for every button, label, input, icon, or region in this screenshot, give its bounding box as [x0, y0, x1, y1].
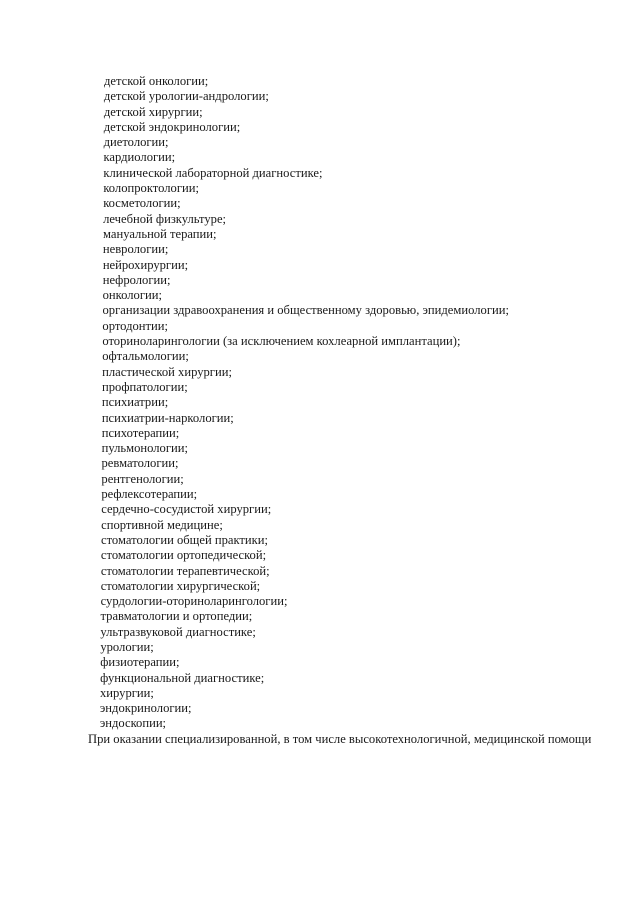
list-item: травматологии и ортопедии;	[100, 609, 253, 624]
list-item: детской урологии-андрологии;	[103, 89, 269, 104]
list-item: эндокринологии;	[99, 701, 192, 716]
list-item: стоматологии ортопедической;	[100, 548, 267, 563]
list-item: урологии;	[100, 639, 154, 654]
list-item: профпатологии;	[102, 379, 188, 394]
list-item: стоматологии общей практики;	[101, 532, 269, 547]
list-item: сурдологии-оториноларингологии;	[100, 594, 288, 609]
list-item: мануальной терапии;	[103, 226, 217, 241]
list-item: оториноларингологии (за исключением кохлеарной имплантации);	[102, 334, 461, 349]
list-item: сердечно-сосудистой хирургии;	[101, 502, 272, 517]
list-item: психотерапии;	[101, 425, 180, 440]
list-item: детской хирургии;	[103, 104, 203, 119]
list-item: косметологии;	[103, 196, 181, 211]
list-item: рентгенологии;	[101, 471, 184, 486]
list-item: организации здравоохранения и общественному здоровью, эпидемиологии;	[102, 303, 509, 318]
list-item: рефлексотерапии;	[101, 487, 198, 502]
list-item: детской онкологии;	[104, 74, 209, 88]
list-item: эндоскопии;	[99, 716, 167, 731]
specialty-list	[99, 74, 509, 732]
list-item: детской эндокринологии;	[103, 119, 241, 134]
list-item: ортодонтии;	[102, 318, 169, 333]
list-item: неврологии;	[102, 242, 169, 257]
list-item: кардиологии;	[103, 150, 176, 165]
list-item: хирургии;	[100, 685, 154, 700]
list-item: стоматологии терапевтической;	[100, 563, 270, 578]
list-item: лечебной физкультуре;	[103, 211, 227, 226]
list-item: ультразвуковой диагностике;	[100, 624, 256, 639]
list-item: офтальмологии;	[102, 349, 189, 364]
list-item: диетологии;	[103, 135, 169, 150]
list-item: нефрологии;	[102, 272, 171, 287]
list-item: физиотерапии;	[100, 655, 180, 670]
list-item: ревматологии;	[101, 456, 179, 471]
list-item: нейрохирургии;	[102, 257, 189, 272]
list-item: колопроктологии;	[103, 181, 199, 196]
list-item: онкологии;	[102, 288, 162, 303]
list-item: стоматологии хирургической;	[100, 578, 261, 593]
list-item: пульмонологии;	[101, 441, 188, 456]
list-item: спортивной медицине;	[101, 517, 223, 532]
list-item: психиатрии;	[101, 395, 169, 410]
list-item: психиатрии-наркологии;	[101, 410, 234, 425]
list-item: клинической лабораторной диагностике;	[103, 165, 323, 180]
closing-paragraph: При оказании специализированной, в том числе высокотехнологичной, медицинской помощи	[88, 732, 592, 746]
list-item: функциональной диагностике;	[100, 670, 265, 685]
list-item: пластической хирургии;	[102, 364, 232, 379]
